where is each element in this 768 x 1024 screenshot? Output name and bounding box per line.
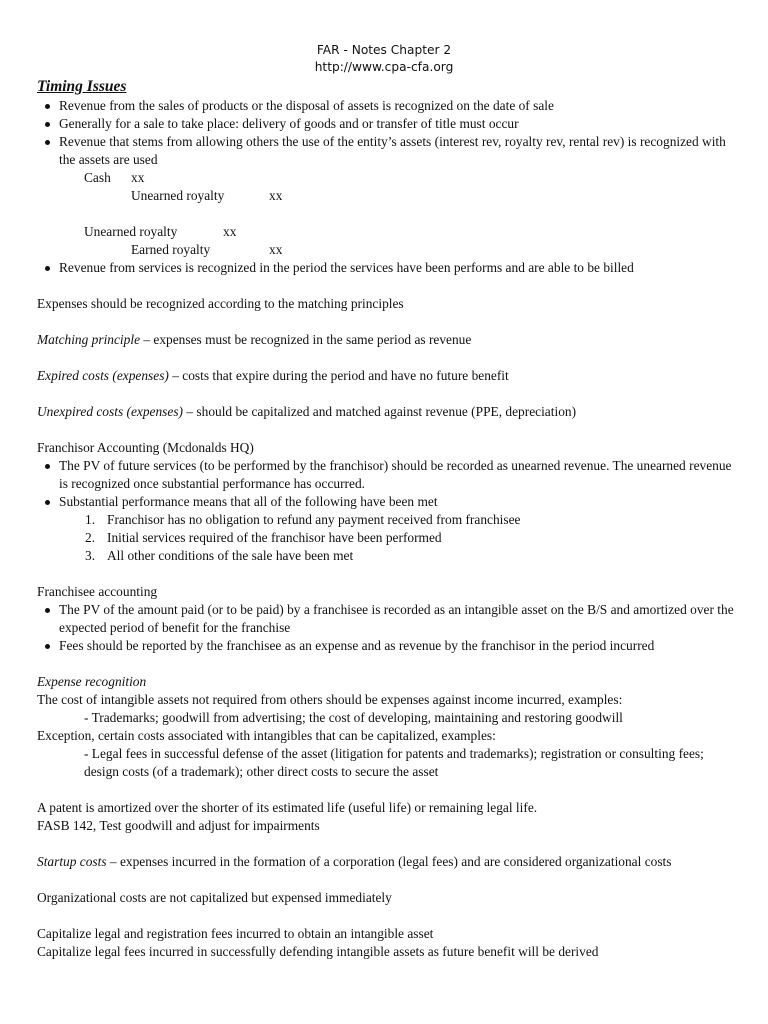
- bullet-item: Generally for a sale to take place: delivery of goods and or transfer of title must occur: [59, 115, 737, 133]
- definition-term: Startup costs: [37, 854, 107, 869]
- bullet-item: Revenue that stems from allowing others the use of the entity’s assets (interest rev, royalty rev, rental rev) is recognized with the assets are used: [59, 133, 737, 169]
- exception-example: - Legal fees in successful defense of the asset (litigation for patents and trademarks); registration or consulting fees; design costs (of a trademark); other direct costs to secure the asset: [84, 746, 704, 779]
- expense-example: - Trademarks; goodwill from advertising; the cost of developing, maintaining and restoring goodwill: [84, 710, 623, 725]
- journal-credit-amount: xx: [269, 242, 283, 257]
- franchisee-heading: Franchisee accounting: [37, 584, 158, 599]
- timing-issues-heading: Timing Issues: [37, 78, 127, 95]
- bullet-item: The PV of the amount paid (or to be paid) by a franchisee is recorded as an intangible asset on the B/S and amortized over the expected period of benefit for the franchise: [59, 601, 737, 637]
- list-item: Franchisor has no obligation to refund any payment received from franchisee: [107, 512, 521, 527]
- fasb-line: FASB 142, Test goodwill and adjust for impairments: [37, 818, 320, 833]
- expense-recognition-heading: Expense recognition: [37, 674, 147, 689]
- franchisee-bullet-list: [37, 601, 737, 655]
- capitalize-line: Capitalize legal fees incurred in successfully defending intangible assets as future benefit will be derived: [37, 944, 599, 959]
- unexpired-costs-definition: [37, 403, 737, 421]
- bullet-item: Fees should be reported by the franchisee as an expense and as revenue by the franchisor in the period incurred: [59, 637, 737, 655]
- document-page: [37, 42, 737, 961]
- journal-debit-amount: xx: [131, 170, 145, 185]
- timing-bullet-list-2: [37, 259, 737, 277]
- definition-text: – should be capitalized and matched against revenue (PPE, depreciation): [183, 404, 577, 419]
- journal-entry-2: [37, 223, 737, 259]
- patent-line: A patent is amortized over the shorter of its estimated life (useful life) or remaining legal life.: [37, 800, 538, 815]
- bullet-item: Revenue from the sales of products or the disposal of assets is recognized on the date of sale: [59, 97, 737, 115]
- bullet-item: Revenue from services is recognized in the period the services have been performs and are able to be billed: [59, 259, 737, 277]
- timing-bullet-list: [37, 97, 737, 169]
- franchisor-bullet-list: [37, 457, 737, 511]
- capitalize-line: Capitalize legal and registration fees incurred to obtain an intangible asset: [37, 926, 434, 941]
- startup-costs-definition: [37, 853, 737, 871]
- definition-term: Expired costs (expenses): [37, 368, 169, 383]
- document-url: http://www.cpa-cfa.org: [314, 60, 454, 74]
- expense-recognition-line: The cost of intangible assets not required from others should be expenses against income incurred, examples:: [37, 692, 623, 707]
- journal-debit-account: Cash: [84, 170, 111, 185]
- bullet-item: The PV of future services (to be performed by the franchisor) should be recorded as unearned revenue. The unearned revenue is recognized once substantial performance has occurred.: [59, 457, 737, 493]
- substantial-performance-conditions: [37, 511, 737, 565]
- definition-term: Matching principle: [37, 332, 141, 347]
- organizational-costs-line: Organizational costs are not capitalized but expensed immediately: [37, 890, 392, 905]
- expired-costs-definition: [37, 367, 737, 385]
- list-item: All other conditions of the sale have been met: [107, 548, 354, 563]
- document-title: FAR - Notes Chapter 2: [316, 43, 452, 57]
- list-item: Initial services required of the franchisor have been performed: [107, 530, 442, 545]
- journal-debit-amount: xx: [223, 224, 237, 239]
- matching-principle-definition: [37, 331, 737, 349]
- bullet-item: Substantial performance means that all of the following have been met: [59, 493, 737, 511]
- journal-credit-amount: xx: [269, 188, 283, 203]
- expenses-intro: Expenses should be recognized according to the matching principles: [37, 296, 404, 311]
- franchisor-heading: Franchisor Accounting (Mcdonalds HQ): [37, 440, 254, 455]
- document-header: [0, 42, 768, 76]
- definition-term: Unexpired costs (expenses): [37, 404, 184, 419]
- definition-text: – expenses must be recognized in the same period as revenue: [140, 332, 472, 347]
- exception-line: Exception, certain costs associated with intangibles that can be capitalized, examples:: [37, 728, 496, 743]
- definition-text: – expenses incurred in the formation of a corporation (legal fees) and are considered organizational costs: [106, 854, 672, 869]
- definition-text: – costs that expire during the period and have no future benefit: [168, 368, 509, 383]
- journal-entry-1: [37, 169, 737, 205]
- journal-debit-account: Unearned royalty: [84, 224, 178, 239]
- journal-credit-account: Unearned royalty: [131, 188, 225, 203]
- journal-credit-account: Earned royalty: [131, 242, 211, 257]
